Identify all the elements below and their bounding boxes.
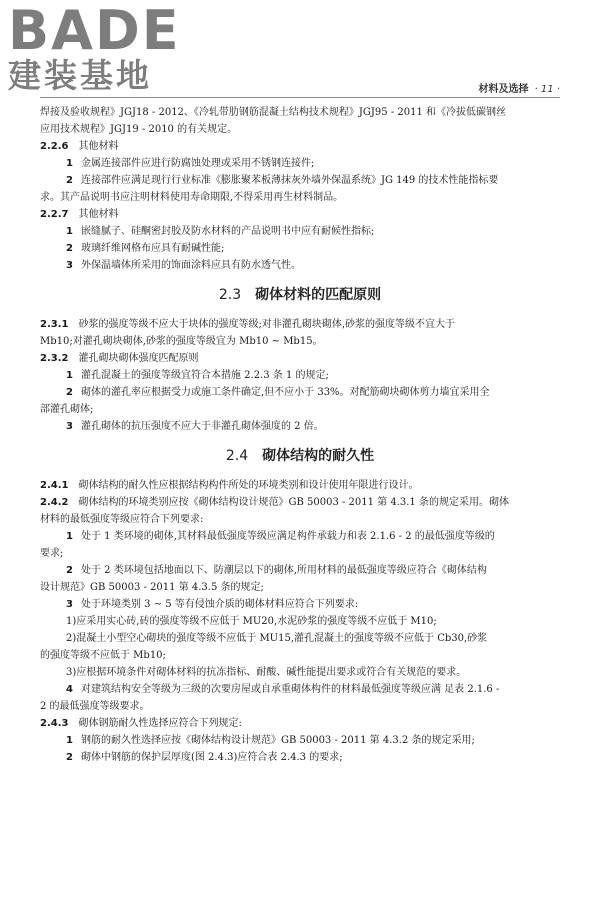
body-line: 应用技术规程》JGJ19 - 2010 的有关规定。 — [40, 124, 238, 135]
item-text: 连接部件应满足现行行业标准《膨胀聚苯板薄抹灰外墙外保温系统》JG 149 的技术性能指标要 — [80, 175, 499, 186]
sub-item: 1)应采用实心砖,砖的强度等级不应低于 MU20,水泥砂浆的强度等级不应低于 M10; — [66, 616, 437, 627]
item-text: 灌孔混凝土的强度等级宜符合本措施 2.2.3 条 1 的规定; — [80, 370, 329, 381]
logo-subtitle: 建装基地 — [8, 56, 152, 95]
section-title: 砌体材料的匹配原则 — [255, 287, 382, 303]
section-heading-2-4 — [40, 446, 560, 466]
list-item — [40, 257, 560, 274]
item-number: 3 — [66, 599, 73, 610]
item-number: 2 — [66, 565, 73, 576]
item-text: 钢筋的耐久性选择应按《砌体结构设计规范》GB 50003 - 2011 第 4.3.2 条的规定采用; — [80, 735, 475, 746]
body-line: 焊接及验收规程》JGJ18 - 2012、《冷轧带肋钢筋混凝土结构技术规程》JGJ95 - 2011 和《冷拔低碳钢丝 — [40, 107, 507, 118]
logo-wordmark: BADE — [8, 0, 181, 62]
list-item — [40, 172, 560, 189]
body-line: 设计规范》GB 50003 - 2011 第 4.3.5 条的规定; — [40, 582, 264, 593]
clause-2-2-6 — [40, 138, 560, 155]
body-line: 2 的最低强度等级要求。 — [40, 701, 150, 712]
item-text: 对建筑结构安全等级为三级的次要房屋或自承重砌体构件的材料最低强度等级应满 足表 2.1.6 - — [80, 684, 500, 695]
clause-number: 2.4.2 — [40, 497, 69, 508]
item-text: 玻璃纤维网格布应具有耐碱性能; — [80, 243, 225, 254]
body-line: 求。其产品说明书应注明材料使用寿命期限,不得采用再生材料制品。 — [40, 192, 344, 203]
item-text: 嵌缝腻子、硅酮密封胶及防水材料的产品说明书中应有耐候性指标; — [80, 226, 375, 237]
list-item — [40, 418, 560, 435]
clause-text: 砂浆的强度等级不应大于块体的强度等级;对非灌孔砌块砌体,砂浆的强度等级不宜大于 — [78, 319, 456, 330]
item-number: 3 — [66, 421, 73, 432]
clause-number: 2.3.1 — [40, 319, 69, 330]
list-item — [40, 223, 560, 240]
list-item — [40, 240, 560, 257]
clause-text: 砌体结构的耐久性应根据结构构件所处的环境类别和设计使用年限进行设计。 — [78, 480, 419, 491]
clause-number: 2.4.3 — [40, 718, 69, 729]
section-number: 2.3 — [218, 287, 242, 303]
clause-title: 其他材料 — [78, 141, 119, 152]
clause-text: 砌体结构的环境类别应按《砌体结构设计规范》GB 50003 - 2011 第 4.3.1 条的规定采用。砌体 — [78, 497, 509, 508]
item-number: 1 — [66, 370, 73, 381]
item-number: 1 — [66, 531, 73, 542]
item-number: 2 — [66, 243, 73, 254]
clause-title: 其他材料 — [78, 209, 119, 220]
clause-number: 2.3.2 — [40, 353, 69, 364]
item-text: 金属连接部件应进行防腐蚀处理或采用不锈钢连接件; — [80, 158, 315, 169]
item-text: 砌体的灌孔率应根据受力或施工条件确定,但不应小于 33%。对配筋砌块砌体剪力墙宜采用全 — [80, 387, 490, 398]
list-item — [40, 528, 560, 545]
item-text: 处于 2 类环境包括地面以下、防潮层以下的砌体,所用材料的最低强度等级应符合《砌体结构 — [80, 565, 487, 576]
item-number: 2 — [66, 752, 73, 763]
item-number: 4 — [66, 684, 73, 695]
logo — [8, 0, 181, 95]
sub-item: 2)混凝土小型空心砌块的强度等级不应低于 MU15,灌孔混凝土的强度等级不应低于 Cb30,砂浆 — [66, 633, 488, 644]
clause-2-4-2 — [40, 494, 560, 511]
running-title: 材料及选择 — [478, 84, 529, 95]
item-text: 砌体中钢筋的保护层厚度(图 2.4.3)应符合表 2.4.3 的要求; — [80, 752, 343, 763]
list-item — [40, 367, 560, 384]
clause-number: 2.2.7 — [40, 209, 69, 220]
section-title: 砌体结构的耐久性 — [262, 448, 375, 464]
clause-2-4-3 — [40, 715, 560, 732]
body-line: 的强度等级不应低于 Mb10; — [40, 650, 166, 661]
clause-2-2-7 — [40, 206, 560, 223]
body-line: 部灌孔砌体; — [40, 404, 94, 415]
page-number: · 11 · — [534, 84, 560, 95]
clause-2-4-1 — [40, 477, 560, 494]
clause-number: 2.2.6 — [40, 141, 69, 152]
list-item — [40, 596, 560, 613]
list-item — [40, 384, 560, 401]
list-item — [40, 749, 560, 766]
header-rule — [40, 97, 560, 98]
page-body — [40, 104, 560, 766]
list-item — [40, 681, 560, 698]
list-item — [40, 155, 560, 172]
clause-title: 灌孔砌块砌体强度匹配原则 — [78, 353, 199, 364]
list-item — [40, 732, 560, 749]
clause-text: 砌体钢筋耐久性选择应符合下列规定: — [78, 718, 242, 729]
body-line: 材料的最低强度等级应符合下列要求: — [40, 514, 204, 525]
item-text: 灌孔砌体的抗压强度不应大于非灌孔砌体强度的 2 倍。 — [80, 421, 324, 432]
sub-item: 3)应根据环境条件对砌体材料的抗冻指标、耐酸、碱性能提出要求或符合有关规范的要求。 — [66, 667, 467, 678]
item-text: 处于环境类别 3 ~ 5 等有侵蚀介质的砌体材料应符合下列要求: — [80, 599, 359, 610]
item-number: 1 — [66, 226, 73, 237]
body-line: 要求; — [40, 548, 64, 559]
item-number: 2 — [66, 387, 73, 398]
clause-2-3-2 — [40, 350, 560, 367]
running-header — [479, 80, 560, 95]
section-number: 2.4 — [225, 448, 249, 464]
item-number: 3 — [66, 260, 73, 271]
clause-number: 2.4.1 — [40, 480, 69, 491]
item-number: 2 — [66, 175, 73, 186]
clause-2-3-1 — [40, 316, 560, 333]
section-heading-2-3 — [40, 285, 560, 305]
body-line: Mb10;对灌孔砌块砌体,砂浆的强度等级宜为 Mb10 ~ Mb15。 — [40, 336, 323, 347]
item-text: 外保温墙体所采用的饰面涂料应具有防水透气性。 — [80, 260, 301, 271]
item-number: 1 — [66, 158, 73, 169]
list-item — [40, 562, 560, 579]
item-number: 1 — [66, 735, 73, 746]
item-text: 处于 1 类环境的砌体,其材料最低强度等级应满足构件承载力和表 2.1.6 - 2 的最低强度等级的 — [80, 531, 495, 542]
